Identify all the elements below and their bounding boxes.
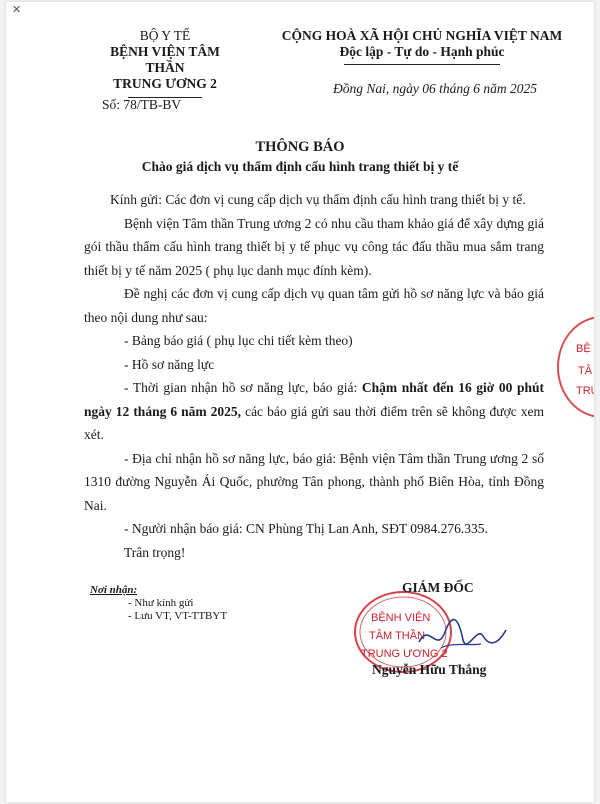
- receiver-item: - Lưu VT, VT-TTBYT: [128, 610, 228, 622]
- recipient-line: Kính gửi: Các đơn vị cung cấp dịch vụ thẩm định cấu hình trang thiết bị y tế.: [110, 192, 526, 207]
- deadline-prefix: - Thời gian nhận hồ sơ năng lực, báo giá:: [124, 380, 362, 395]
- list-item-profile: - Hồ sơ năng lực: [124, 356, 215, 372]
- corner-mark: ✕: [12, 4, 22, 16]
- list-item-quote: - Bảng báo giá ( phụ lục chi tiết kèm theo): [124, 333, 353, 348]
- hospital-name-line1: BỆNH VIỆN TÂM THẦN: [110, 44, 220, 75]
- seal-text-line3: TRUNG ƯƠNG 2: [361, 648, 448, 660]
- seal-text-line1: BỆNH VIỆN: [371, 612, 431, 624]
- closing-line: Trân trọng!: [124, 544, 186, 560]
- list-item-contact: - Người nhận báo giá: CN Phùng Thị Lan Anh, SĐT 0984.276.335.: [124, 521, 488, 536]
- nation-title: CỘNG HOÀ XÃ HỘI CHỦ NGHĨA VIỆT NAM: [281, 28, 563, 43]
- document-body: [84, 188, 544, 564]
- deadline-suffix: các báo giá gửi sau thời điểm trên sẽ không được xem xét.: [84, 403, 544, 442]
- document-page: [6, 2, 599, 802]
- issuer-block: [90, 28, 240, 98]
- edge-seal-text-2: TÂ: [578, 365, 593, 377]
- national-motto: Độc lập - Tự do - Hạnh phúc: [339, 44, 505, 59]
- deadline-bold: Chậm nhất đến 16 giờ 00 phút ngày 12 tháng 6 năm 2025,: [84, 380, 544, 419]
- paragraph-2: Đề nghị các đơn vị cung cấp dịch vụ quan tâm gửi hồ sơ năng lực và báo giá theo nội dung như sau:: [84, 286, 544, 325]
- edge-seal-text-1: BỆ: [576, 343, 591, 355]
- paragraph-1: Bệnh viện Tâm thần Trung ương 2 có nhu cầu tham khảo giá để xây dựng giá gói thầu thẩm cấu hình trang thiết bị y tế phục vụ công tác đấu thầu mua sắm trang thiết bị y tế năm 2025 ( phụ lục danh mục đính kèm).: [84, 215, 544, 278]
- seal-text-line2: TÂM THẦN: [369, 630, 426, 642]
- date-line: Đồng Nai, ngày 06 tháng 6 năm 2025: [333, 81, 537, 96]
- edge-seal-text-3: TRU: [576, 385, 599, 397]
- receiver-item: - Như kính gửi: [128, 597, 194, 609]
- receivers-heading: Nơi nhận:: [90, 584, 138, 596]
- signer-name: Nguyễn Hữu Thắng: [372, 662, 487, 677]
- handwritten-signature: [411, 602, 511, 662]
- list-item-address: - Địa chỉ nhận hồ sơ năng lực, báo giá: Bệnh viện Tâm thần Trung ương 2 số 1310 đường Nguyễn Ái Quốc, phường Tân phong, thành phố Biên Hòa, tỉnh Đồng Nai.: [84, 450, 544, 513]
- document-number: Số: 78/TB-BV: [102, 97, 182, 112]
- signer-title: GIÁM ĐỐC: [402, 580, 474, 595]
- document-title: THÔNG BÁO: [255, 139, 345, 155]
- receivers-block: [90, 584, 227, 623]
- motto-divider: [344, 64, 500, 65]
- ministry-name: BỘ Y TẾ: [139, 28, 191, 43]
- national-header: [262, 28, 582, 65]
- list-item-deadline: [84, 376, 544, 447]
- document-subtitle: Chào giá dịch vụ thẩm định cấu hình trang thiết bị y tế: [141, 159, 459, 174]
- hospital-name-line2: TRUNG ƯƠNG 2: [113, 76, 217, 91]
- edge-seal: [554, 312, 599, 422]
